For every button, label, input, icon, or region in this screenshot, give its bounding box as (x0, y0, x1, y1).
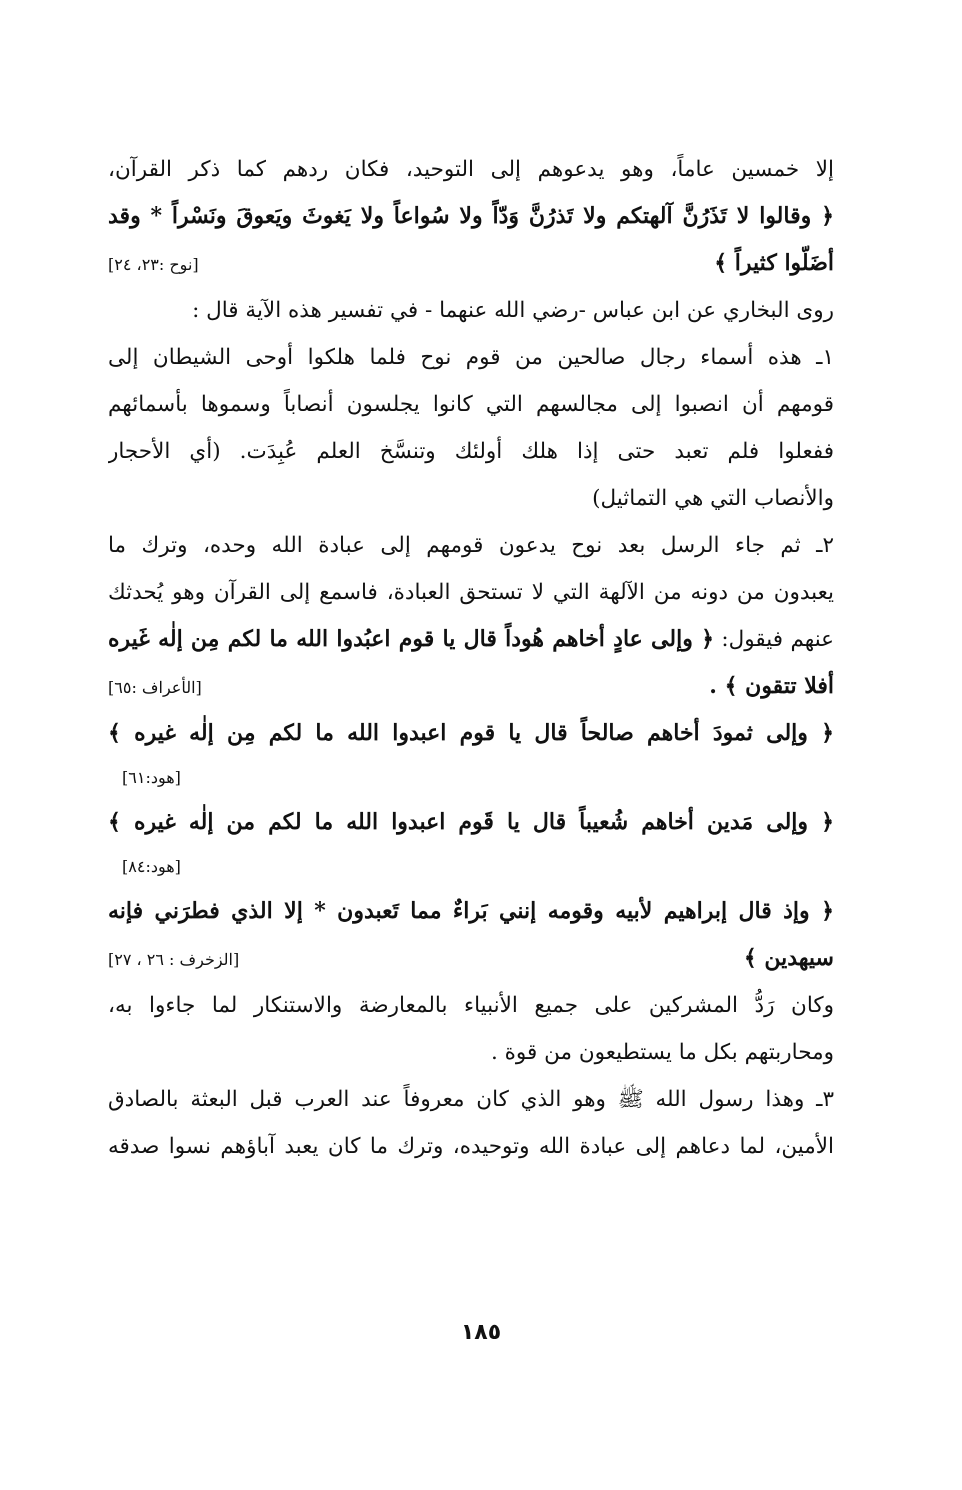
text-line: روى البخاري عن ابن عباس -رضي الله عنهما - في تفسير هذه الآية قال : (192, 298, 834, 323)
quran-verse-line: ﴿ وإلى مَدين أخاهم شُعيباً قال يا قَوم اعبدوا الله ما لكم من إلٰه غيره ﴾ (108, 809, 834, 835)
text-line: ٣ـ وهذا رسول الله ﷺ وهو الذي كان معروفاً عند العرب قبل البعثة بالصادق (108, 1087, 834, 1112)
verse-reference-row (108, 757, 834, 799)
quran-verse-line: ﴿ وإذ قال إبراهيم لأبيه وقومه إنني بَراءٌ مما تَعبدون * إلا الذي فطرَني فإنه (108, 898, 834, 924)
text-line: يعبدون من دونه من الآلهة التي لا تستحق العبادة، فاسمع إلى القرآن وهو يُحدثك (108, 580, 834, 605)
text-line: ٢ـ ثم جاء الرسل بعد نوح يدعون قومهم إلى عبادة الله وحده، وترك ما (108, 533, 834, 558)
verse-end-with-reference (108, 663, 834, 710)
quran-verse-line: ﴿ وقالوا لا تَذَرُنَّ آلهتكم ولا تَذرُنَّ وَدّاً ولا سُواعاً ولا يَغوثَ ويَعوقَ ونَسْراً * وقد (108, 203, 834, 229)
quran-verse-end: أفلا تتقون ﴾ . (709, 673, 834, 699)
page-number: ١٨٥ (460, 1320, 502, 1345)
mixed-line (108, 616, 834, 663)
text-line: قومهم أن انصبوا إلى مجالسهم التي كانوا يجلسون أنصاباً وسموها بأسمائهم (108, 392, 834, 417)
verse-reference: [هود:٨٤] (122, 857, 181, 876)
verse-reference: [الأعراف :٦٥] (108, 678, 202, 697)
verse-reference-row (108, 846, 834, 888)
quran-verse-line: ﴿ وإلى عادٍ أخاهم هُوداً قال يا قوم اعبُدوا الله ما لكم مِن إلٰه غَيره (108, 626, 714, 652)
verse-reference: [هود:٦١] (122, 768, 181, 787)
text-line: والأنصاب التي هي التماثيل) (592, 486, 834, 511)
verse-end-with-reference (108, 935, 834, 982)
text-line: إلا خمسين عاماً، وهو يدعوهم إلى التوحيد، فكان ردهم كما ذكر القرآن، (108, 157, 834, 182)
verse-reference: [الزخرف : ٢٦ ، ٢٧] (108, 950, 240, 969)
quran-verse-end: سيهدين ﴾ (743, 945, 834, 971)
text-line: ففعلوا فلم تعبد حتى إذا هلك أولئك وتنسَّخ العلم عُبِدَت. (أي الأحجار (108, 439, 834, 464)
page-body (108, 146, 834, 1170)
verse-end-with-reference (108, 240, 834, 287)
quran-verse-end: أضَلّوا كثيراً ﴾ (714, 250, 834, 276)
text-line: الأمين، لما دعاهم إلى عبادة الله وتوحيده، وترك ما كان يعبد آباؤهم نسوا صدقه (108, 1134, 834, 1159)
text-line: وكان رَدُّ المشركين على جميع الأنبياء بالمعارضة والاستنكار لما جاءوا به، (108, 993, 834, 1018)
text-line: ١ـ هذه أسماء رجال صالحين من قوم نوح فلما هلكوا أوحى الشيطان إلى (108, 345, 834, 370)
intro-text: عنهم فيقول: (721, 627, 834, 652)
quran-verse-line: ﴿ وإلى ثمودَ أخاهم صالحاً قال يا قوم اعبدوا الله ما لكم مِن إلٰه غيره ﴾ (108, 720, 834, 746)
text-line: ومحاربتهم بكل ما يستطيعون من قوة . (490, 1040, 834, 1065)
verse-reference: [نوح :٢٣، ٢٤] (108, 255, 199, 274)
